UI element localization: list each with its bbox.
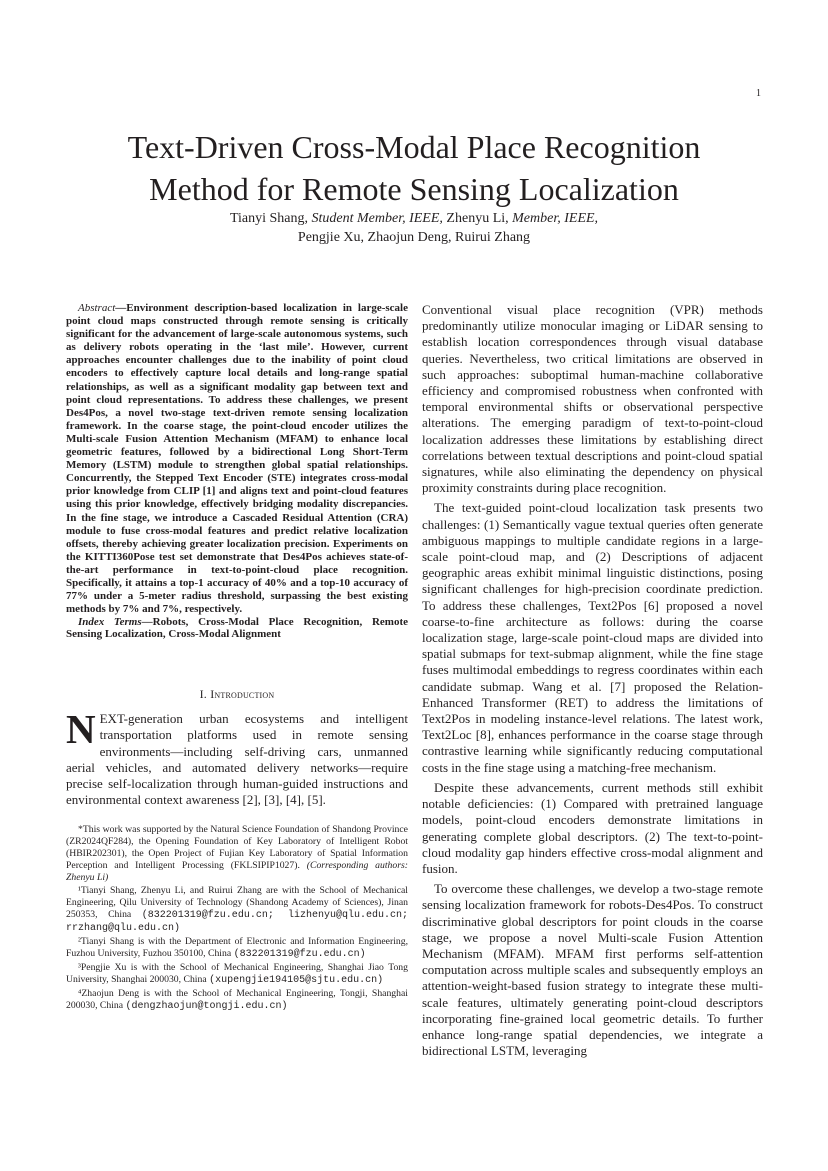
- author-line-2: Pengjie Xu, Zhaojun Deng, Ruirui Zhang: [297, 229, 531, 245]
- page-number: 1: [756, 88, 761, 99]
- intro-paragraph-1: [66, 706, 408, 808]
- footnote-1: [66, 885, 408, 935]
- footnote-funding-text: *This work was supported by the Natural Science Foundation of Shandong Province (ZR2024QF284), the Opening Foundation of Key Laboratory of Intelligent Robot (HBIR202301), the Open Project of Fujian Key Laboratory of Spatial Information Perception and Intelligent Processing (FKLSIPIP1027).: [66, 824, 408, 872]
- footnote-3-email: (xupengjie194105@sjtu.edu.cn): [209, 975, 384, 987]
- intro-paragraph-5: To overcome these challenges, we develop a two-stage remote sensing localization framework for robots-Des4Pos. To construct discriminative global descriptors for point clouds in the coarse stage, we propose a novel Multi-scale Fusion Attention Mechanism (MFAM). MFAM first performs self-attention computation across multiple scales and subsequently employs an attention-weight-based fusion strategy to integrate these multi-scale features, ultimately generating point-cloud descriptors incorporating fine-grained local geometric details. To further enhance long-range spatial dependencies, we integrate a bidirectional LSTM, leveraging: [422, 881, 763, 1059]
- intro-paragraph-1-text: EXT-generation urban ecosystems and intelligent transportation platforms used in remote sensing environments—including self-driving cars, unmanned aerial vehicles, and automated delivery networks—require precise self-localization through human-guided instructions and environmental context awareness [2], [3], [4], [5].: [66, 711, 408, 808]
- footnote-3: [66, 962, 408, 987]
- intro-paragraph-3: The text-guided point-cloud localization task presents two challenges: (1) Semantically vague textual queries often generate ambiguous mappings to multiple candidate regions in a large-scale point-cloud map, and (2) Descriptions of adjacent geographic areas exhibit minimal linguistic distinctions, posing significant challenges for high-precision coordinate prediction. To address these challenges, Text2Pos [6] proposed a novel coarse-to-fine architecture as follows: during the coarse localization stage, large-scale point-cloud maps are divided into spatial submaps for text-submap alignment, while the fine stage fuses multimodal embeddings to regress coordinates within each candidate submap. Wang et al. [7] proposed the Relation-Enhanced Transformer (RET) to address the limitations of Text2Pos in modeling instance-level relations. The latest work, Text2Loc [8], enhances performance in the coarse stage through contrastive learning while significantly reducing computational costs in the fine stage using a matching-free mechanism.: [422, 500, 763, 775]
- footnote-1-text: ¹Tianyi Shang, Zhenyu Li, and Ruirui Zhang are with the School of Mechanical Engineering, Qilu University of Technology (Shandong Academy of Sciences), Jinan 250353, China: [66, 885, 408, 921]
- footnote-2-text: ²Tianyi Shang is with the Department of Electronic and Information Engineering, Fuzhou University, Fuzhou 350100, China: [66, 936, 408, 960]
- abstract: [66, 302, 408, 616]
- author-name-li: Zhenyu Li,: [442, 211, 513, 226]
- title-line-1: Text-Driven Cross-Modal Place Recognition: [127, 129, 701, 165]
- footnote-2-email: (832201319@fzu.edu.cn): [233, 949, 366, 961]
- author-list: [64, 210, 764, 247]
- section-heading-introduction: I. Introduction: [199, 687, 275, 702]
- footnote-4-email: (dengzhaojun@tongji.edu.cn): [125, 1001, 288, 1013]
- abstract-dash: —: [115, 302, 127, 314]
- author-membership-li: Member, IEEE,: [512, 211, 599, 226]
- abstract-lead: Abstract: [78, 302, 116, 314]
- author-name-shang: Tianyi Shang,: [229, 211, 312, 226]
- drop-cap: N: [66, 706, 96, 753]
- index-terms-text: —Robots, Cross-Modal Place Recognition, Remote Sensing Localization, Cross-Modal Alignment: [66, 616, 408, 641]
- footnote-3-text: ³Pengjie Xu is with the School of Mechanical Engineering, Shanghai Jiao Tong University, Shanghai 200030, China: [66, 962, 408, 986]
- author-membership-shang: Student Member, IEEE,: [311, 211, 443, 226]
- footnote-2: [66, 936, 408, 961]
- paper-title: [64, 126, 764, 210]
- footnote-4-text: ⁴Zhaojun Deng is with the School of Mechanical Engineering, Tongji, Shanghai 200030, China: [66, 988, 408, 1012]
- left-column: [66, 302, 408, 1014]
- index-terms: [66, 616, 408, 640]
- abstract-text: Environment description-based localization in large-scale point cloud maps constructed through remote sensing is critically significant for the advancement of large-scale autonomous systems, such as delivery robots operating in the ‘last mile’. However, current approaches encounter challenges due to the inability of point cloud encoders to effectively capture local details and long-range spatial relationships, as well as a significant modality gap between text and point cloud representations. To address these challenges, we present Des4Pos, a novel two-stage text-driven remote sensing localization framework. In the coarse stage, the point-cloud encoder utilizes the Multi-scale Fusion Attention Mechanism (MFAM) to enhance local geometric features, followed by a bidirectional Long Short-Term Memory (LSTM) module to strengthen global spatial relationships. Concurrently, the Stepped Text Encoder (STE) integrates cross-modal prior knowledge from CLIP [1] and aligns text and point-cloud features using this prior knowledge, effectively bridging modality discrepancies. In the fine stage, we introduce a Cascaded Residual Attention (CRA) module to fuse cross-modal features and predict relative localization offsets, thereby achieving greater localization precision. Experiments on the KITTI360Pose test set demonstrate that Des4Pos achieves state-of-the-art performance in text-to-point-cloud place recognition. Specifically, it attains a top-1 accuracy of 40% and a top-10 accuracy of 77% under a 5-meter radius threshold, surpassing the best existing methods by 7% and 7%, respectively.: [66, 302, 408, 616]
- intro-paragraph-4: Despite these advancements, current methods still exhibit notable deficiencies: (1) Compared with pretrained language models, point-cloud encoders demonstrate limitations in generating complete global descriptors. (2) The text-to-point-cloud modality gap hinders effective cross-modal alignment and fusion.: [422, 779, 763, 876]
- footnote-funding: [66, 824, 408, 884]
- right-column: [422, 302, 763, 1063]
- footnote-4: [66, 988, 408, 1013]
- title-line-2: Method for Remote Sensing Localization: [149, 171, 679, 207]
- footnote-corresponding: (Corresponding authors: Zhenyu Li): [66, 860, 408, 884]
- footnote-1-email: (832201319@fzu.edu.cn; lizhenyu@qlu.edu.cn; rrzhang@qlu.edu.cn): [66, 910, 409, 935]
- footnotes: [66, 824, 408, 1013]
- intro-paragraph-2: Conventional visual place recognition (VPR) methods predominantly utilize monocular imaging or LiDAR sensing to establish location correspondences through visual database queries. Nevertheless, two critical limitations are observed in such approaches: suboptimal human-machine collaborative efficiency and compromised robustness when confronted with temporal environmental shifts or observational perspective alterations. The emerging paradigm of text-to-point-cloud localization addresses these limitations by establishing direct correlations between textual descriptions and point-cloud spatial signatures, while also eliminating the dependency on physical proximity constraints during place recognition.: [422, 302, 763, 496]
- index-terms-lead: Index Terms: [78, 616, 142, 629]
